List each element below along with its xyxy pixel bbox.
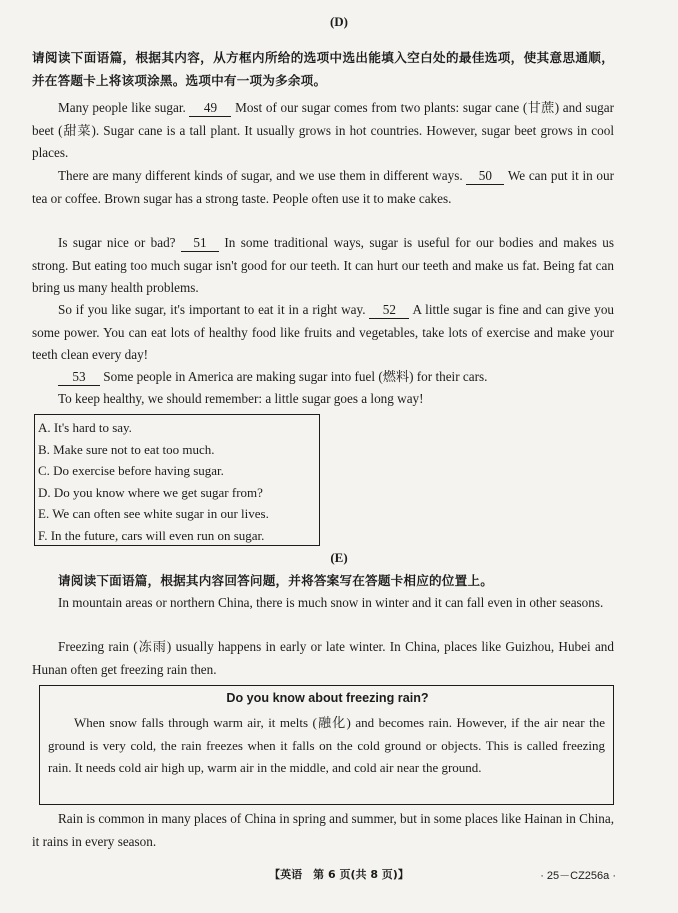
section-d-instruction: 请阅读下面语篇，根据其内容，从方框内所给的选项中选出能填入空白处的最佳选项，使其意思通顺，并在答题卡上将该项涂黑。选项中有一项为多余项。 [32,50,614,88]
paragraph-d5 [32,366,614,389]
option-a: A. It's hard to say. [38,420,132,435]
option-d: D. Do you know where we get sugar from? [38,484,263,500]
option-f: F. In the future, cars will even run on sugar. [38,527,265,543]
option-b: B. Make sure not to eat too much. [38,441,215,457]
section-e-label: (E) [330,550,348,565]
blank-52: 52 [369,302,409,319]
paragraph-d1 [32,97,614,165]
paragraph-d2-rest: We can put it in our tea or coffee. Brown sugar has a strong taste. People often use it to make cakes. [32,168,615,206]
paragraph-d6: To keep healthy, we should remember: a little sugar goes a long way! [58,391,424,406]
paragraph-e1: In mountain areas or northern China, there is much snow in winter and it can fall even in other seasons. [58,595,604,610]
section-d-label: (D) [329,14,349,29]
paragraph-d1-start: Many people like sugar. [58,100,186,115]
options-box [34,414,320,546]
paragraph-d4 [32,299,614,367]
paragraph-d1-rest: Most of our sugar comes from two plants: sugar cane (甘蔗) and sugar beet (甜菜). Sugar cane is a tall plant. It usually grows in hot countries. However, sugar beet grows in cool places. [32,100,615,160]
paragraph-d3-rest: In some traditional ways, sugar is useful for our bodies and makes us strong. But eating too much sugar isn't good for our teeth. It can hurt our teeth and make us fat. Being fat can bring us many health problems. [32,235,615,295]
option-e: E. We can often see white sugar in our lives. [38,506,269,522]
paragraph-d4-start: So if you like sugar, it's important to eat it in a right way. [58,302,366,317]
page-footer-code: · 25－CZ256a · [540,870,616,882]
paragraph-d4-rest: A little sugar is fine and can give you some power. You can eat lots of healthy food like fruits and vegetables, take lots of exercise and make your teeth clean every day! [32,302,615,362]
paragraph-e2: Freezing rain (冻雨) usually happens in early or late winter. In China, places like Guizhou, Hubei and Hunan often get freezing rain then. [32,639,614,677]
paragraph-d3-start: Is sugar nice or bad? [58,235,176,250]
section-e-instruction: 请阅读下面语篇，根据其内容回答问题，并将答案写在答题卡相应的位置上。 [58,573,493,588]
paragraph-d5-rest: Some people in America are making sugar into fuel (燃料) for their cars. [103,369,488,384]
blank-50: 50 [466,168,504,185]
freezing-rain-box [39,685,614,805]
blank-53: 53 [58,369,100,386]
paragraph-d3 [32,232,614,300]
paragraph-e3: Rain is common in many places of China in spring and summer, but in some places like Hainan in China, it rains in every season. [32,811,614,849]
blank-49: 49 [189,100,231,117]
box-text: When snow falls through warm air, it melts (融化) and becomes rain. However, if the air near the ground is very cold, the rain freezes when it falls on the cold ground or objects. This is called freezing rain. It needs cold air high up, warm air in the middle, and cold air near the ground. [48,715,605,775]
page-footer-number: 【英语 第 6 页(共 8 页)】 [269,868,409,881]
box-title: Do you know about freezing rain? [226,691,429,705]
paragraph-d2-start: There are many different kinds of sugar, and we use them in different ways. [58,168,463,183]
blank-51: 51 [181,235,219,252]
option-c: C. Do exercise before having sugar. [38,463,224,479]
paragraph-d2 [32,165,614,210]
